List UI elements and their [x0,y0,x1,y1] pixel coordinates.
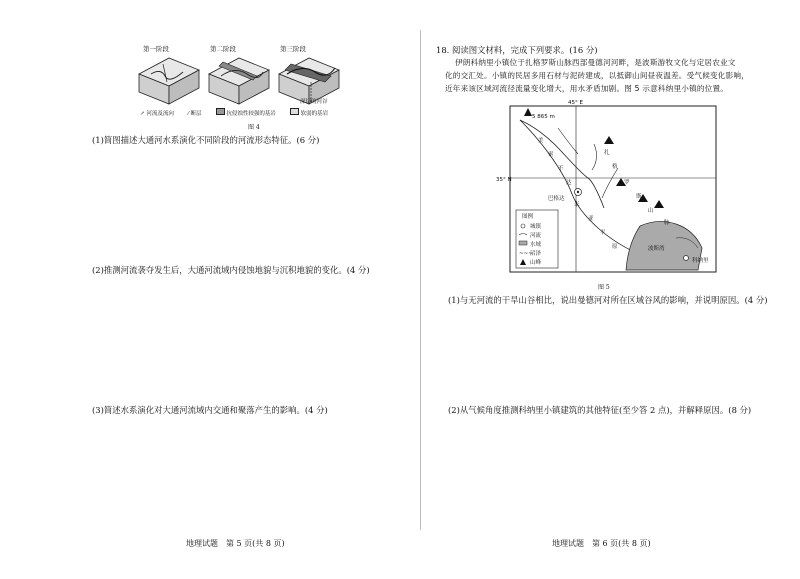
figure-4-blocks [133,52,363,114]
gulf-label: 波斯湾 [648,246,665,252]
region-char-1: 美 [538,138,544,144]
map-legend-town: 城镇 [530,224,542,230]
stage-3-label: 第三阶段 [280,45,306,53]
figure-4-legend [140,108,328,117]
figure-5-map [496,98,720,278]
mountain-char-6: 脉 [664,220,670,226]
mountain-char-3: 罗 [624,180,630,186]
legend-fault-label: 断层 [190,110,202,117]
page-divider [420,30,421,530]
question-18-2: (2)从气候角度推测科纳里小镇建筑的其他特征(至少答 2 点)，并解释原因。(8 分) [448,405,752,415]
stage-2-label: 第二阶段 [210,45,236,53]
footer-left: 地理试题 第 5 页(共 8 页) [186,539,285,548]
map-legend-peak: 山峰 [530,260,542,266]
baghdad-label: 巴格达 [548,196,565,202]
legend-fault: ⁄ 断层 [187,110,202,117]
region-char-8: 原 [612,244,618,250]
peak-elevation-label: 5 865 m [532,114,555,120]
stage-2-block [209,58,269,104]
mountain-char-4: 斯 [636,194,642,200]
question-1-left: (1)简图描述大通河水系演化不同阶段的河流形态特征。(6 分) [92,135,320,145]
material-line-3: 近年来该区域河流径流量变化增大，用水矛盾加剧。图 5 示意科纳里小镇的位置。 [445,84,729,93]
legend-hard-rock [216,108,276,117]
mountain-char-5: 山 [648,208,654,214]
stage-1-block [139,58,199,104]
region-char-4: 达 [566,180,572,186]
legend-soft-rock-label: 软弱的基岩 [300,111,329,117]
latitude-label: 35° N [496,177,512,183]
region-char-3: 不 [558,166,564,172]
question-2-left: (2)推测河流袭夺发生后，大通河流域内侵蚀地貌与沉积地貌的变化。(4 分) [92,265,370,275]
map-legend-marsh: 沼泽 [530,251,542,257]
legend-river-label: 河流及流向 [146,110,174,117]
valley-label: 深切的河谷 [300,99,328,105]
legend-river: ↗ 河流及流向 [140,110,174,117]
legend-soft-rock [290,108,328,117]
kanari-marker [684,256,689,261]
material-line-1: 伊朗科纳里小镇位于扎格罗斯山脉西部曼德河河畔，是波斯游牧文化与定居农业文 [455,58,736,67]
region-char-5: 米 [574,202,580,208]
kanari-label: 科纳里 [692,258,709,264]
mountain-char-1: 扎 [604,150,610,156]
map-legend-river: 河流 [530,233,542,239]
question-3-left: (3)简述水系演化对大通河流域内交通和聚落产生的影响。(4 分) [92,405,328,415]
region-char-2: 索 [548,152,554,158]
map-legend-title: 图例 [522,214,534,220]
region-char-6: 亚 [588,216,594,222]
region-char-7: 平 [600,230,606,236]
footer-right: 地理试题 第 6 页(共 8 页) [552,539,651,548]
mountain-char-2: 格 [612,164,618,170]
svg-text:~~~: ~~~ [519,251,533,257]
longitude-label: 45° E [568,100,583,106]
material-line-2: 化的交汇处。小镇的民居多用石材与泥砖建成，以抵御山间昼夜温差。受气候变化影响， [445,71,749,80]
figure-5-caption: 图 5 [598,284,610,291]
question-18-title: 18. 阅读图文材料，完成下列要求。(16 分) [436,45,598,55]
legend-hard-rock-label: 抗侵蚀性较强的基岩 [226,111,276,117]
map-legend-water: 水域 [530,242,542,248]
figure-4-caption: 图 4 [248,124,260,131]
question-18-1: (1)与无河流的干旱山谷相比，说出曼德河对所在区域谷风的影响，并说明原因。(4 分) [448,295,768,305]
stage-1-label: 第一阶段 [143,45,169,53]
